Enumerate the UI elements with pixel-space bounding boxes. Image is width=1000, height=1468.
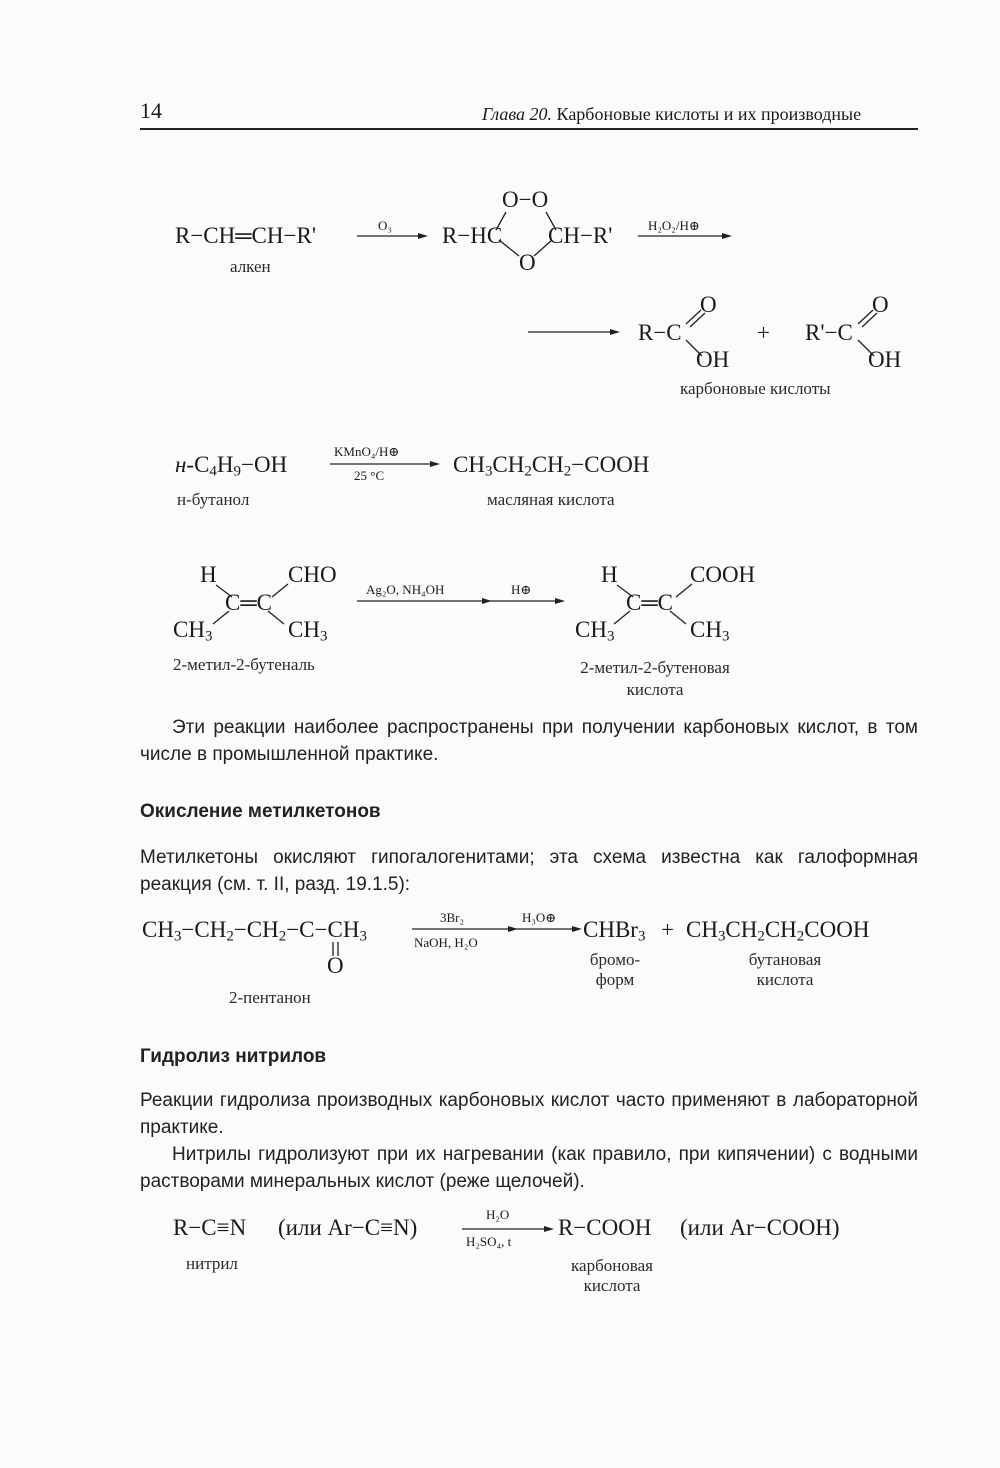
acid-workup-reagent: H⊕ [511, 582, 532, 597]
section-heading-methylketones: Окисление метилкетонов [140, 801, 381, 822]
paragraph-2 [140, 844, 918, 898]
bromoform-label [570, 950, 660, 990]
pentanone-formula: $CH_3-CH_2-CH_2-C-CH_3$ [142, 917, 367, 945]
haloform-plus: + [661, 917, 674, 942]
butanoic-acid-label-line2: кислота [756, 970, 814, 989]
sulfuric-acid-reagent: H₂SO₄, t [466, 1234, 512, 1249]
permanganate-reagent: KMnO₄/H⊕ [334, 444, 400, 459]
carboxylic-acid-label [552, 1256, 672, 1296]
base-reagent: NaOH, H₂O [414, 935, 478, 950]
butyric-acid-label: масляная кислота [487, 490, 615, 509]
carboxylic-acid-formula: R−COOH [558, 1215, 652, 1240]
butanoic-acid-formula: $CH_3CH_2CH_2COOH$ [686, 917, 870, 945]
paragraph-1-text: Эти реакции наиболее распространены при получении карбоновых кислот, в том числе в промышленной практике. [140, 717, 918, 765]
paragraph-1 [140, 714, 918, 768]
alkene-formula: R−CH═CH−R' [175, 223, 316, 248]
ozonide-left: R−HC [442, 223, 503, 248]
paragraph-2-text: Метилкетоны окисляют гипогалогенитами; эта схема известна как галоформная реакция (см. т. II, разд. 19.1.5): [140, 847, 918, 895]
butenoic-h: H [601, 562, 618, 587]
paragraph-3-4 [140, 1087, 918, 1195]
butenal-double-bond: C═C [225, 590, 272, 615]
pentanone-oxygen: O [327, 953, 344, 978]
nitrile-label: нитрил [186, 1254, 238, 1273]
butenal-label: 2-метил-2-бутеналь [173, 655, 315, 674]
carboxylic-acids-label: карбоновые кислоты [680, 379, 831, 398]
acid1-core: R−C [638, 320, 682, 345]
butenoic-cooh: COOH [690, 562, 756, 587]
section-heading-nitriles: Гидролиз нитрилов [140, 1046, 327, 1067]
butanoic-acid-label-line1: бутановая [748, 950, 822, 969]
tollens-reagent: Ag₂O, NH₄OH [366, 582, 445, 597]
butenoic-label-line2: кислота [626, 680, 684, 699]
acid2-hydroxyl: OH [868, 347, 902, 372]
acid1-carbonyl-o: O [700, 292, 717, 317]
butanol-label: н-бутанол [177, 490, 250, 509]
bromine-reagent: 3Br₂ [440, 910, 465, 925]
paragraph-3-text: Реакции гидролиза производных карбоновых кислот часто применяют в лабораторной практике. [140, 1090, 918, 1138]
carboxylic-acid-label-line1: карбоновая [571, 1256, 653, 1275]
butyric-acid-formula: $CH_3CH_2CH_2-COOH$ [453, 452, 650, 480]
ozonide-oxygen: O [519, 250, 536, 275]
chapter-prefix: Глава 20. [482, 104, 553, 124]
aryl-nitrile-formula: (или Ar−C≡N) [278, 1215, 418, 1240]
hydronium-reagent: H₃O⊕ [522, 910, 557, 925]
butenal-h: H [200, 562, 217, 587]
acid2-core: R'−C [805, 320, 853, 345]
butanoic-acid-label [725, 950, 845, 990]
nitrile-formula: R−C≡N [173, 1215, 247, 1240]
butenal-cho: CHO [288, 562, 337, 587]
butenal-ch3-right: $CH_3$ [288, 617, 328, 645]
peroxide-reagent: H₂O₂/H⊕ [648, 218, 700, 233]
aryl-acid-formula: (или Ar−COOH) [680, 1215, 840, 1240]
water-reagent: H₂O [486, 1207, 510, 1222]
plus-sign: + [757, 320, 770, 345]
ozonide-peroxide: O−O [502, 187, 549, 212]
butenoic-label [555, 657, 755, 701]
chapter-title: Карбоновые кислоты и их производные [556, 104, 862, 124]
acid1-hydroxyl: OH [696, 347, 730, 372]
carboxylic-acid-label-line2: кислота [583, 1276, 641, 1295]
pentanone-label: 2-пентанон [229, 988, 311, 1007]
paragraph-4-text: Нитрилы гидролизуют при их нагревании (как правило, при кипячении) с водными растворами минеральных кислот (реже щелочей). [140, 1144, 918, 1192]
butenal-ch3-left: $CH_3$ [173, 617, 213, 645]
butenoic-ch3-left: $CH_3$ [575, 617, 615, 645]
butenoic-ch3-right: $CH_3$ [690, 617, 730, 645]
butanol-formula: $н-C_4H_9-OH$ [175, 452, 288, 480]
acid2-carbonyl-o: O [872, 292, 889, 317]
bromoform-label-line1: бромо- [589, 950, 641, 969]
temperature-condition: 25 °C [354, 468, 385, 483]
butenoic-double-bond: C═C [626, 590, 673, 615]
bromoform-formula: CHBr$_3$ [583, 917, 646, 945]
page-number: 14 [140, 98, 162, 123]
alkene-label: алкен [230, 257, 271, 276]
bromoform-label-line2: форм [595, 970, 635, 989]
butenoic-label-line1: 2-метил-2-бутеновая [580, 658, 730, 677]
ozone-reagent: O₃ [378, 218, 392, 233]
ozonide-right: CH−R' [548, 223, 613, 248]
